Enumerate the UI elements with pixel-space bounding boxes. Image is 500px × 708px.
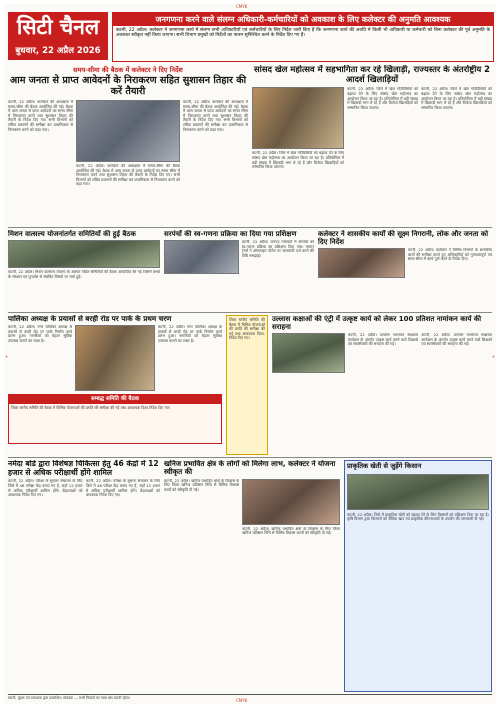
article4-headline: सरपंचों की स्व-गणना प्रक्रिया का दिया गया प्रशिक्षण bbox=[164, 230, 297, 238]
article-pariksha bbox=[8, 460, 160, 692]
lead-body: कटनी, 22 अप्रैल। कलेक्टर ने जनगणना कार्य में संलग्न सभी अधिकारियों एवं कर्मचारियों के लिए निर्देश जारी किए हैं कि जनगणना कार्य की अवधि में किसी भी अधिकारी या कर्मचारी को बिना कलेक्टर की पूर्व अनुमति के अवकाश स्वीकृत नहीं किया जाएगा। सभी विभाग प्रमुखों को निर्देशों का पालन सुनिश्चित करने के निर्देश दिए गए हैं। bbox=[116, 28, 490, 39]
article6-body: कटनी, 22 अप्रैल। नगर पालिका अध्यक्ष के प्रयासों से बरही रोड पर पार्क निर्माण कार्य प्रारंभ हुआ। नागरिकों को बेहतर सुविधा उपलब्ध कराने का लक्ष्य है। bbox=[8, 325, 73, 344]
article11-headline: प्राकृतिक खेती से जुड़ेंगे किसान bbox=[347, 462, 422, 470]
registration-mark: + bbox=[5, 354, 9, 359]
article-palika bbox=[8, 315, 222, 455]
masthead-date: बुधवार, 22 अप्रैल 2026 bbox=[15, 46, 101, 56]
samiti-box-body: जिला स्तरीय समिति की बैठक में विभिन्न योजनाओं की प्रगति की समीक्षा की गई तथा आवश्यक दिशा-निर्देश दिए गए। bbox=[11, 405, 171, 411]
masthead bbox=[8, 12, 108, 60]
article3-body: कटनी, 22 अप्रैल। मिशन वात्सल्य योजना के अंतर्गत गठित समितियों की बैठक आयोजित की गई जिसमें बच्चों के संरक्षण एवं पुनर्वास से संबंधित विषयों पर चर्चा हुई। bbox=[8, 270, 160, 279]
article-collector-nirdesh bbox=[318, 230, 492, 310]
athletes-photo bbox=[252, 87, 344, 149]
newspaper-page bbox=[4, 4, 496, 704]
sidebar-notice bbox=[226, 315, 268, 455]
training-photo bbox=[164, 240, 239, 274]
sidebar-notice-text: जिला स्तरीय समिति की बैठक में विभिन्न योजनाओं की प्रगति की समीक्षा की गई तथा आवश्यक दिशा-निर्देश दिए गए। bbox=[229, 317, 265, 341]
article-khanij bbox=[164, 460, 340, 692]
masthead-title: सिटी चैनल bbox=[16, 15, 100, 39]
article11-body: कटनी, 22 अप्रैल। जिले में प्राकृतिक खेती को बढ़ावा देने के लिए किसानों को प्रशिक्षण दिया जा रहा है। कृषि विभाग द्वारा किसानों को जैविक खाद एवं प्राकृतिक कीटनाशकों के उपयोग की जानकारी दी गई। bbox=[347, 511, 489, 522]
article8-body-col3: कटनी, 22 अप्रैल। उल्लास नवभारत साक्षरता कार्यक्रम के अंतर्गत उत्कृष्ट कार्य करने वाले शिक्षकों एवं स्वयंसेवकों की सराहना की गई। bbox=[421, 333, 492, 347]
article-prakritik-kheti bbox=[344, 460, 492, 692]
collector-photo bbox=[318, 248, 405, 278]
lead-headline: जनगणना करने वाले संलग्न अधिकारी-कर्मचारियों को अवकाश के लिए कलेक्टर की अनुमति आवश्यक bbox=[113, 13, 493, 26]
article1-headline: आम जनता से प्राप्त आवेदनों के निराकरण सहित सुशासन तिहार की करें तैयारी bbox=[9, 75, 247, 98]
article1-body-cont: कटनी, 22 अप्रैल। कलेक्टर की अध्यक्षता में समय-सीमा की बैठक आयोजित की गई। बैठक में आम जनता से प्राप्त आवेदनों का समय सीमा में निराकरण करने तथा सुशासन तिहार की तैयारी के निर्देश दिए गए। सभी विभागों को लंबित प्रकरणों की समीक्षा कर प्राथमिकता से निराकरण करने को कहा गया। bbox=[76, 164, 180, 187]
divider bbox=[8, 312, 492, 313]
meeting-photo bbox=[76, 100, 180, 162]
article10-headline: खनिज प्रभावित क्षेत्र के लोगों को मिलेगा लाभ, कलेक्टर ने योजना स्वीकृत की bbox=[164, 460, 336, 477]
divider bbox=[8, 227, 492, 228]
cmyk-mark-bottom: CMYK bbox=[236, 698, 248, 703]
article8-headline: उल्लास कक्षाओं की एंट्री में उत्कृष्ट कार्य को लेकर 100 प्रतिशत नामांकन कार्य की सराहना bbox=[272, 315, 482, 332]
article9-body: कटनी, 22 अप्रैल। परीक्षा के सुचारू संचालन के लिए जिले में 46 परीक्षा केंद्र बनाए गए हैं, जहाँ 12 हजार से अधिक परीक्षार्थी शामिल होंगे। केंद्राध्यक्षों को आवश्यक निर्देश दिए गए। bbox=[8, 479, 83, 498]
divider bbox=[8, 457, 492, 458]
samiti-box-title: सम्बद्ध समिति की बैठक bbox=[9, 395, 221, 404]
article9-body-col2: कटनी, 22 अप्रैल। परीक्षा के सुचारू संचालन के लिए जिले में 46 परीक्षा केंद्र बनाए गए हैं, जहाँ 12 हजार से अधिक परीक्षार्थी शामिल होंगे। केंद्राध्यक्षों को आवश्यक निर्देश दिए गए। bbox=[85, 479, 160, 498]
article-samay-seema bbox=[8, 65, 248, 225]
article6-headline: पालिका अध्यक्ष के प्रयासों से बरही रोड पर पार्क के प्रथम चरण bbox=[8, 315, 172, 323]
article10-body-cont: कटनी, 22 अप्रैल। खनिज प्रभावित क्षेत्रों के विकास के लिए जिला खनिज प्रतिष्ठान निधि से विभिन्न विकास कार्यों को स्वीकृति दी गई। bbox=[242, 526, 340, 536]
kheti-photo bbox=[347, 474, 489, 510]
article2-body-col3: कटनी, 22 अप्रैल। जिले में खेल गतिविधियों को बढ़ावा देने के लिए सांसद खेल महोत्सव का आयोजन किया जा रहा है। प्रतियोगिता में बड़ी संख्या में खिलाड़ी भाग ले रहे हैं और विजेता खिलाड़ियों को सम्मानित किया जाएगा। bbox=[421, 87, 492, 110]
article1-body: कटनी, 22 अप्रैल। कलेक्टर की अध्यक्षता में समय-सीमा की बैठक आयोजित की गई। बैठक में आम जनता से प्राप्त आवेदनों का समय सीमा में निराकरण करने तथा सुशासन तिहार की तैयारी के निर्देश दिए गए। सभी विभागों को लंबित प्रकरणों की समीक्षा कर प्राथमिकता से निराकरण करने को कहा गया। bbox=[8, 100, 73, 132]
article1-body-col3: कटनी, 22 अप्रैल। कलेक्टर की अध्यक्षता में समय-सीमा की बैठक आयोजित की गई। बैठक में आम जनता से प्राप्त आवेदनों का समय सीमा में निराकरण करने तथा सुशासन तिहार की तैयारी के निर्देश दिए गए। सभी विभागों को लंबित प्रकरणों की समीक्षा कर प्राथमिकता से निराकरण करने को कहा गया। bbox=[183, 100, 248, 132]
lead-story bbox=[112, 12, 494, 62]
article3-headline: मिशन वात्सल्य योजनांतर्गत समितियों की हुई बैठक bbox=[8, 230, 136, 238]
imprint-footer: स्वामी, मुद्रक एवं प्रकाशक द्वारा प्रकाशित। संपादक — सभी विवादों का न्याय क्षेत्र कटनी रहेगा। bbox=[8, 694, 492, 702]
article-swa-ganana bbox=[164, 230, 314, 310]
cmyk-mark: CMYK bbox=[236, 4, 248, 9]
article-khel-mahotsav bbox=[252, 65, 492, 225]
registration-mark: + bbox=[491, 354, 495, 359]
article4-body: कटनी, 22 अप्रैल। जनपद पंचायतों में सरपंचों को स्व-गणना प्रक्रिया का प्रशिक्षण दिया गया। मास्टर ट्रेनर्स ने ऑनलाइन पोर्टल पर जानकारी दर्ज करने की विधि समझाई। bbox=[241, 240, 314, 258]
article10-body: कटनी, 22 अप्रैल। खनिज प्रभावित क्षेत्रों के विकास के लिए जिला खनिज प्रतिष्ठान निधि से विभिन्न विकास कार्यों को स्वीकृति दी गई। bbox=[164, 478, 240, 492]
article1-kicker: समय-सीमा की बैठक में कलेक्टर ने दिए निर्देश bbox=[73, 66, 183, 74]
article8-body: कटनी, 22 अप्रैल। उल्लास नवभारत साक्षरता कार्यक्रम के अंतर्गत उत्कृष्ट कार्य करने वाले शिक्षकों एवं स्वयंसेवकों की सराहना की गई। bbox=[347, 333, 419, 347]
samiti-box bbox=[8, 394, 222, 444]
article-mission-vatsalya bbox=[8, 230, 160, 310]
article6-body-col3: कटनी, 22 अप्रैल। नगर पालिका अध्यक्ष के प्रयासों से बरही रोड पर पार्क निर्माण कार्य प्रारंभ हुआ। नागरिकों को बेहतर सुविधा उपलब्ध कराने का लक्ष्य है। bbox=[157, 325, 222, 344]
article-ullas bbox=[272, 315, 492, 455]
article2-headline: सांसद खेल महोत्सव में सहभागिता कर रहे खिलाड़ी, राज्यस्तर के अंतर्राष्ट्रीय 2 आदर्श खिलाड़ियों bbox=[254, 65, 490, 84]
ullas-photo bbox=[272, 333, 345, 373]
article2-body: कटनी, 22 अप्रैल। जिले में खेल गतिविधियों को बढ़ावा देने के लिए सांसद खेल महोत्सव का आयोजन किया जा रहा है। प्रतियोगिता में बड़ी संख्या में खिलाड़ी भाग ले रहे हैं और विजेता खिलाड़ियों को सम्मानित किया जाएगा। bbox=[252, 151, 345, 170]
khanij-photo bbox=[242, 479, 340, 525]
article5-headline: कलेक्टर ने शासकीय कार्यों की सूक्ष्म निगरानी, लोक और जनता को दिए निर्देश bbox=[318, 230, 489, 247]
vatsalya-photo bbox=[8, 240, 160, 268]
park-photo bbox=[75, 325, 154, 391]
article5-body: कटनी, 22 अप्रैल। कलेक्टर ने विभिन्न विभागों के शासकीय कार्यों की समीक्षा करते हुए अधिकारियों को गुणवत्तापूर्ण एवं समय सीमा में कार्य पूर्ण करने के निर्देश दिए। bbox=[407, 248, 492, 262]
article2-body-col2: कटनी, 22 अप्रैल। जिले में खेल गतिविधियों को बढ़ावा देने के लिए सांसद खेल महोत्सव का आयोजन किया जा रहा है। प्रतियोगिता में बड़ी संख्या में खिलाड़ी भाग ले रहे हैं और विजेता खिलाड़ियों को सम्मानित किया जाएगा। bbox=[347, 87, 419, 110]
article9-headline: नर्मदा बोर्ड द्वारा विशेषज्ञ चिकित्सा हेतु 46 केंद्रों में 12 हजार से अधिक परीक्षार्थी होंगे शामिल bbox=[8, 460, 159, 477]
